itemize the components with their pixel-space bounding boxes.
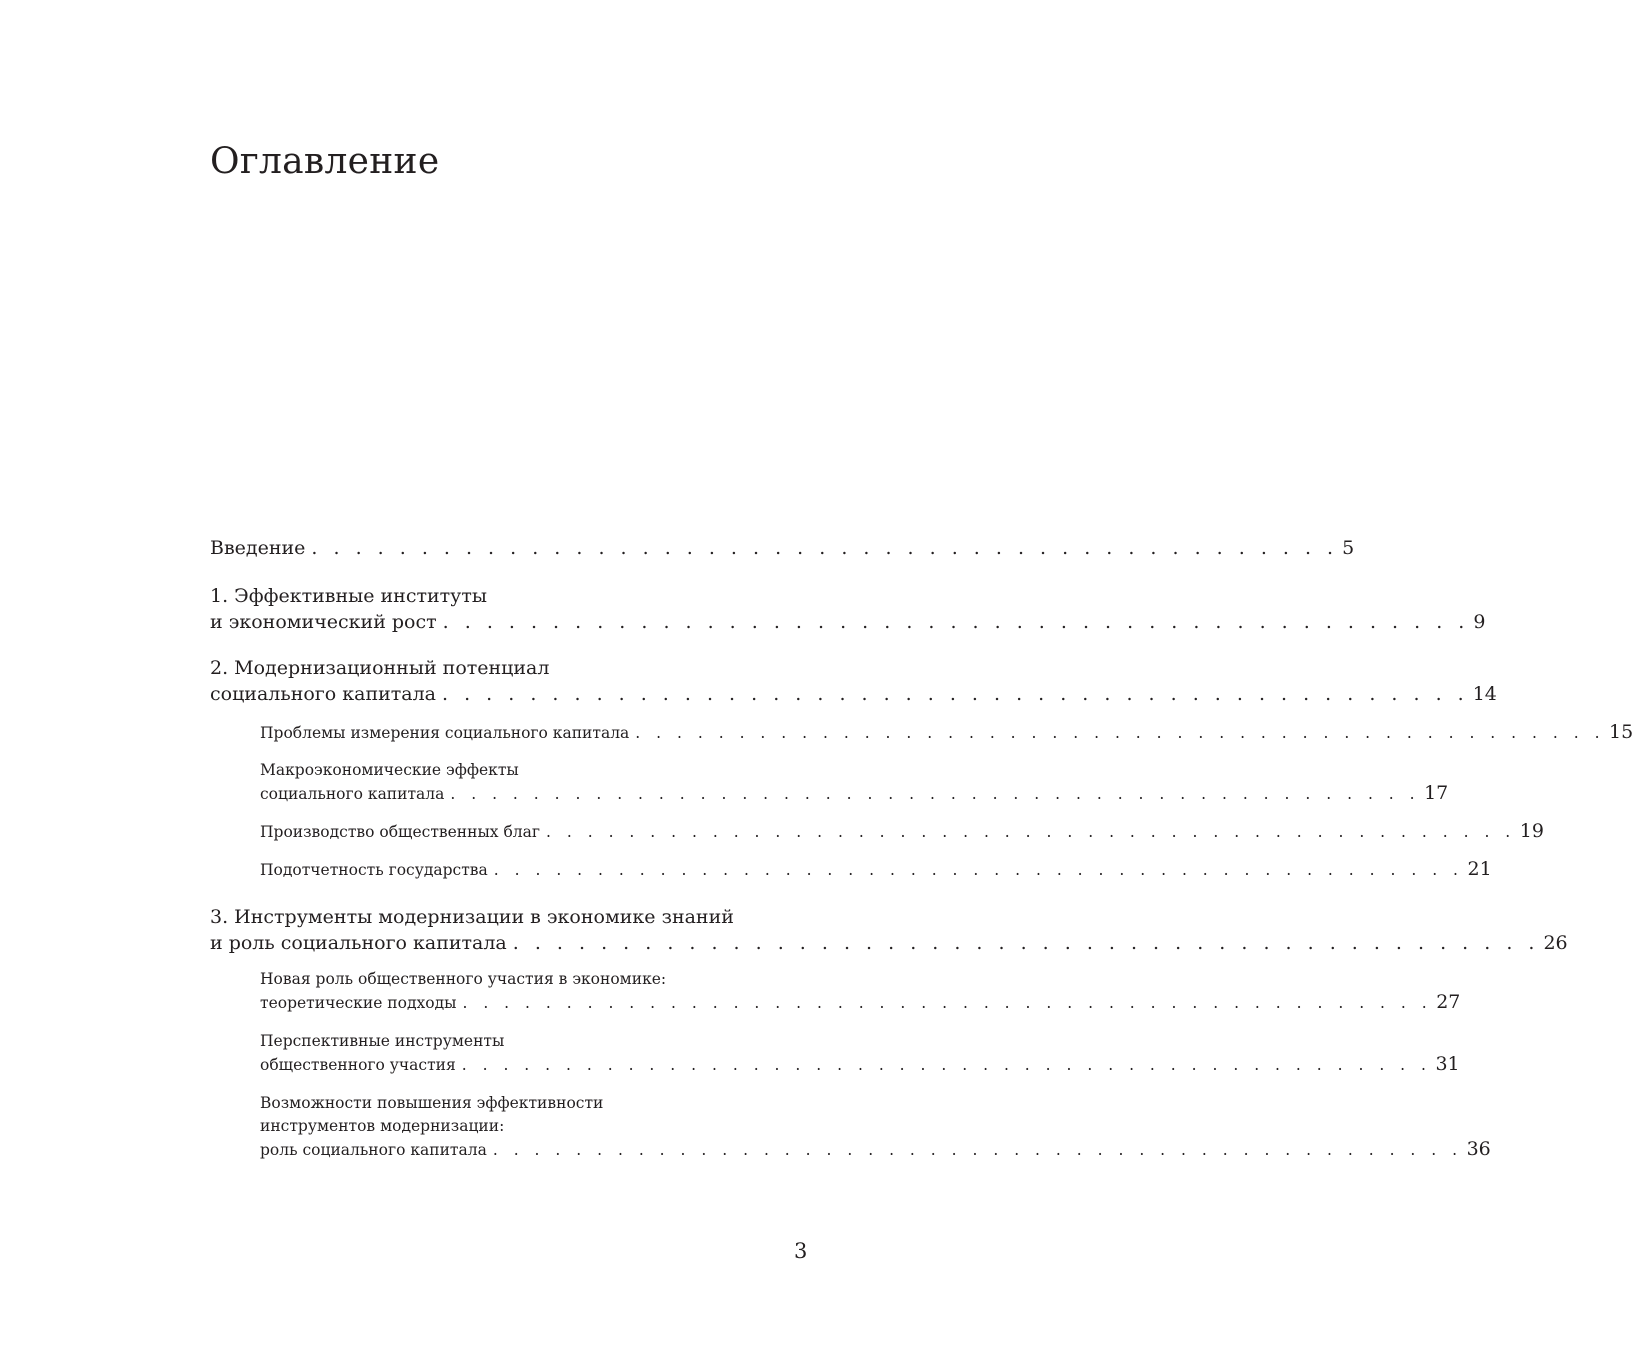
- toc-entry-title: и роль социального капитала: [210, 932, 507, 954]
- toc-entry-page: 19: [1519, 820, 1544, 842]
- toc-entry-introduction[interactable]: [210, 535, 1355, 561]
- page-title: Оглавление: [210, 141, 440, 182]
- toc-leader-dots: . . . . . . . . . . . . . . . . . . . . . . . . . . . . . . . . . . . . . . . . . . . . . . .: [461, 1056, 1432, 1074]
- toc-leader-dots: . . . . . . . . . . . . . . . . . . . . . . . . . . . . . . . . . . . . . . . . . . . . . . .: [492, 1141, 1463, 1159]
- toc-entry-page: 26: [1543, 932, 1568, 954]
- toc-entry-title: Новая роль общественного участия в экономике:: [260, 970, 667, 988]
- toc-entry-title: 2. Модернизационный потенциал: [210, 657, 550, 679]
- toc-entry-page: 31: [1435, 1053, 1460, 1075]
- toc-entry-chapter-2[interactable]: [210, 655, 1497, 707]
- toc-entry-page: 9: [1473, 611, 1486, 633]
- toc-entry-title: Производство общественных благ: [260, 823, 541, 841]
- toc-subentry-participation-tools[interactable]: [260, 1030, 1460, 1077]
- toc-entry-title: 3. Инструменты модернизации в экономике знаний: [210, 906, 734, 928]
- toc-entry-title: инструментов модернизации:: [260, 1117, 505, 1135]
- toc-leader-dots: . . . . . . . . . . . . . . . . . . . . . . . . . . . . . . . . . . . . . . . . . . . . . . .: [311, 537, 1339, 559]
- toc-entry-page: 21: [1467, 858, 1492, 880]
- toc-subentry-public-goods[interactable]: [260, 820, 1544, 844]
- toc-leader-dots: . . . . . . . . . . . . . . . . . . . . . . . . . . . . . . . . . . . . . . . . . . . . . . .: [546, 823, 1516, 841]
- toc-entry-title: 1. Эффективные институты: [210, 585, 487, 607]
- toc-entry-title: Перспективные инструменты: [260, 1032, 505, 1050]
- toc-leader-dots: . . . . . . . . . . . . . . . . . . . . . . . . . . . . . . . . . . . . . . . . . . . . . . .: [635, 724, 1606, 742]
- toc-entry-page: 36: [1466, 1138, 1491, 1160]
- toc-subentry-accountability[interactable]: [260, 858, 1492, 882]
- toc-subentry-public-participation-role[interactable]: [260, 968, 1461, 1015]
- toc-entry-title: роль социального капитала: [260, 1141, 487, 1159]
- toc-entry-page: 15: [1609, 721, 1633, 743]
- toc-entry-page: 17: [1424, 782, 1449, 804]
- toc-entry-title: Проблемы измерения социального капитала: [260, 724, 630, 742]
- table-of-contents: [210, 535, 1633, 1162]
- toc-entry-page: 5: [1342, 537, 1355, 559]
- toc-subentry-measurement[interactable]: [260, 721, 1633, 745]
- toc-leader-dots: . . . . . . . . . . . . . . . . . . . . . . . . . . . . . . . . . . . . . . . . . . . . . . .: [442, 611, 1470, 633]
- toc-leader-dots: . . . . . . . . . . . . . . . . . . . . . . . . . . . . . . . . . . . . . . . . . . . . . . .: [442, 683, 1469, 705]
- toc-subentry-macro-effects[interactable]: [260, 759, 1449, 806]
- toc-entry-title: общественного участия: [260, 1056, 456, 1074]
- toc-entry-title: Возможности повышения эффективности: [260, 1094, 604, 1112]
- toc-entry-title: Подотчетность государства: [260, 861, 488, 879]
- toc-entry-title: и экономический рост: [210, 611, 437, 633]
- toc-entry-title: теоретические подходы: [260, 994, 457, 1012]
- toc-entry-title: Введение: [210, 537, 306, 559]
- toc-entry-page: 14: [1472, 683, 1497, 705]
- toc-subentry-efficiency[interactable]: [260, 1092, 1491, 1162]
- toc-leader-dots: . . . . . . . . . . . . . . . . . . . . . . . . . . . . . . . . . . . . . . . . . . . . . . .: [493, 861, 1464, 879]
- page-number: 3: [794, 1239, 808, 1263]
- toc-leader-dots: . . . . . . . . . . . . . . . . . . . . . . . . . . . . . . . . . . . . . . . . . . . . . . .: [512, 932, 1540, 954]
- toc-entry-page: 27: [1436, 991, 1461, 1013]
- toc-entry-title: Макроэкономические эффекты: [260, 761, 519, 779]
- toc-entry-title: социального капитала: [210, 683, 437, 705]
- toc-entry-title: социального капитала: [260, 785, 445, 803]
- toc-leader-dots: . . . . . . . . . . . . . . . . . . . . . . . . . . . . . . . . . . . . . . . . . . . . . . .: [462, 994, 1433, 1012]
- toc-leader-dots: . . . . . . . . . . . . . . . . . . . . . . . . . . . . . . . . . . . . . . . . . . . . . . .: [450, 785, 1421, 803]
- toc-entry-chapter-3[interactable]: [210, 904, 1568, 956]
- toc-entry-chapter-1[interactable]: [210, 583, 1486, 635]
